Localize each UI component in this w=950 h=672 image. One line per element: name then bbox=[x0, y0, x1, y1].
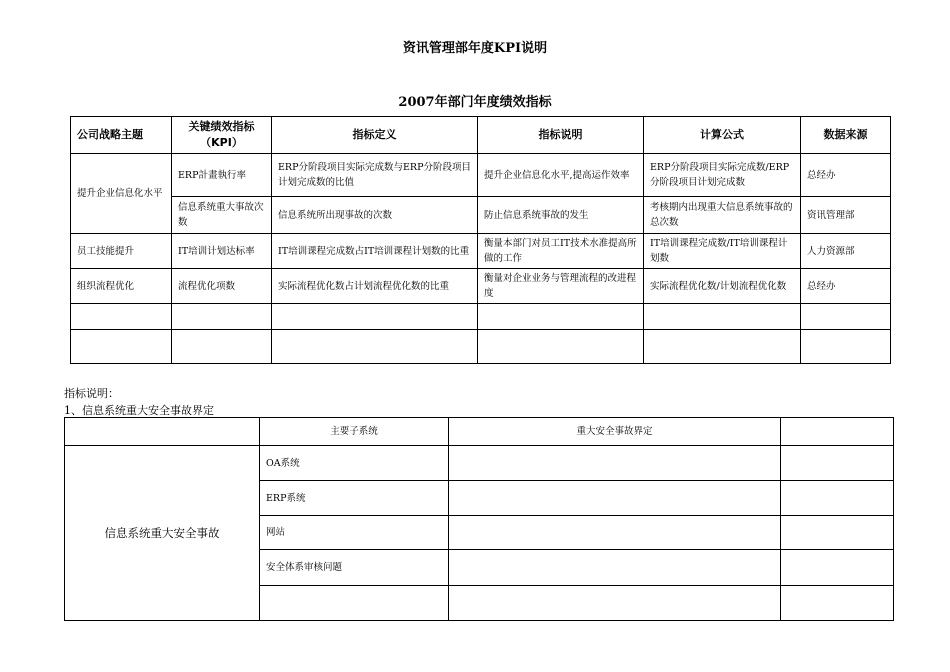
table-row bbox=[71, 269, 891, 304]
source-cell: 总经办 bbox=[801, 154, 891, 197]
description-cell: 防止信息系统事故的发生 bbox=[478, 197, 644, 234]
source-cell: 资讯管理部 bbox=[801, 197, 891, 234]
subsystem-cell: OA系统 bbox=[260, 446, 449, 481]
subsystem-cell: 安全体系审核问题 bbox=[260, 550, 449, 586]
document-title: 资讯管理部年度KPI说明 bbox=[402, 41, 548, 56]
header-strategy-theme: 公司战略主题 bbox=[71, 117, 172, 154]
description-cell: 提升企业信息化水平,提高运作效率 bbox=[478, 154, 644, 197]
table-row bbox=[71, 234, 891, 269]
source-cell: 总经办 bbox=[801, 269, 891, 304]
header-data-source: 数据来源 bbox=[801, 117, 891, 154]
table-row bbox=[71, 197, 891, 234]
subsystem-cell bbox=[260, 586, 449, 621]
table-row-empty bbox=[71, 304, 891, 330]
table-row-empty bbox=[71, 330, 891, 364]
incident-header-row bbox=[65, 418, 894, 446]
definition-cell: 信息系统所出现事故的次数 bbox=[272, 197, 478, 234]
definition-cell: IT培训课程完成数占IT培训课程计划数的比重 bbox=[272, 234, 478, 269]
strategy-theme-cell: 组织流程优化 bbox=[71, 269, 172, 304]
definition-cell: ERP分阶段项目实际完成数与ERP分阶段项目计划完成数的比值 bbox=[272, 154, 478, 197]
description-cell: 衡量本部门对员工IT技术水准提高所做的工作 bbox=[478, 234, 644, 269]
kpi-table bbox=[70, 116, 891, 364]
formula-cell: IT培训课程完成数/IT培训课程计划数 bbox=[644, 234, 801, 269]
kpi-cell: ERP計畫執行率 bbox=[172, 154, 272, 197]
formula-cell: ERP分阶段项目实际完成数/ERP分阶段项目计划完成数 bbox=[644, 154, 801, 197]
kpi-table-title: 2007年部门年度绩效指标 bbox=[398, 95, 552, 110]
subsystem-cell: ERP系统 bbox=[260, 481, 449, 516]
incident-table bbox=[64, 417, 894, 621]
formula-cell: 实际流程优化数/计划流程优化数 bbox=[644, 269, 801, 304]
strategy-theme-cell: 员工技能提升 bbox=[71, 234, 172, 269]
note-item-1: 1、信息系统重大安全事故界定 bbox=[64, 404, 214, 417]
header-incident-definition: 重大安全事故界定 bbox=[449, 418, 781, 446]
table-row bbox=[71, 154, 891, 197]
note-label: 指标说明： bbox=[64, 387, 119, 400]
incident-category-cell: 信息系统重大安全事故 bbox=[65, 446, 260, 621]
subsystem-cell: 网站 bbox=[260, 516, 449, 550]
header-formula: 计算公式 bbox=[644, 117, 801, 154]
header-subsystem: 主要子系统 bbox=[260, 418, 449, 446]
table-row bbox=[65, 446, 894, 481]
source-cell: 人力资源部 bbox=[801, 234, 891, 269]
description-cell: 衡量对企业业务与管理流程的改进程度 bbox=[478, 269, 644, 304]
kpi-cell: 流程优化项数 bbox=[172, 269, 272, 304]
kpi-header-row bbox=[71, 117, 891, 154]
header-description: 指标说明 bbox=[478, 117, 644, 154]
header-definition: 指标定义 bbox=[272, 117, 478, 154]
header-kpi: 关键绩效指标（KPI） bbox=[172, 117, 272, 154]
strategy-theme-cell: 提升企业信息化水平 bbox=[71, 154, 172, 234]
definition-cell: 实际流程优化数占计划流程优化数的比重 bbox=[272, 269, 478, 304]
kpi-cell: IT培训计划达标率 bbox=[172, 234, 272, 269]
formula-cell: 考核期内出现重大信息系统事故的总次数 bbox=[644, 197, 801, 234]
kpi-cell: 信息系统重大事故次数 bbox=[172, 197, 272, 234]
